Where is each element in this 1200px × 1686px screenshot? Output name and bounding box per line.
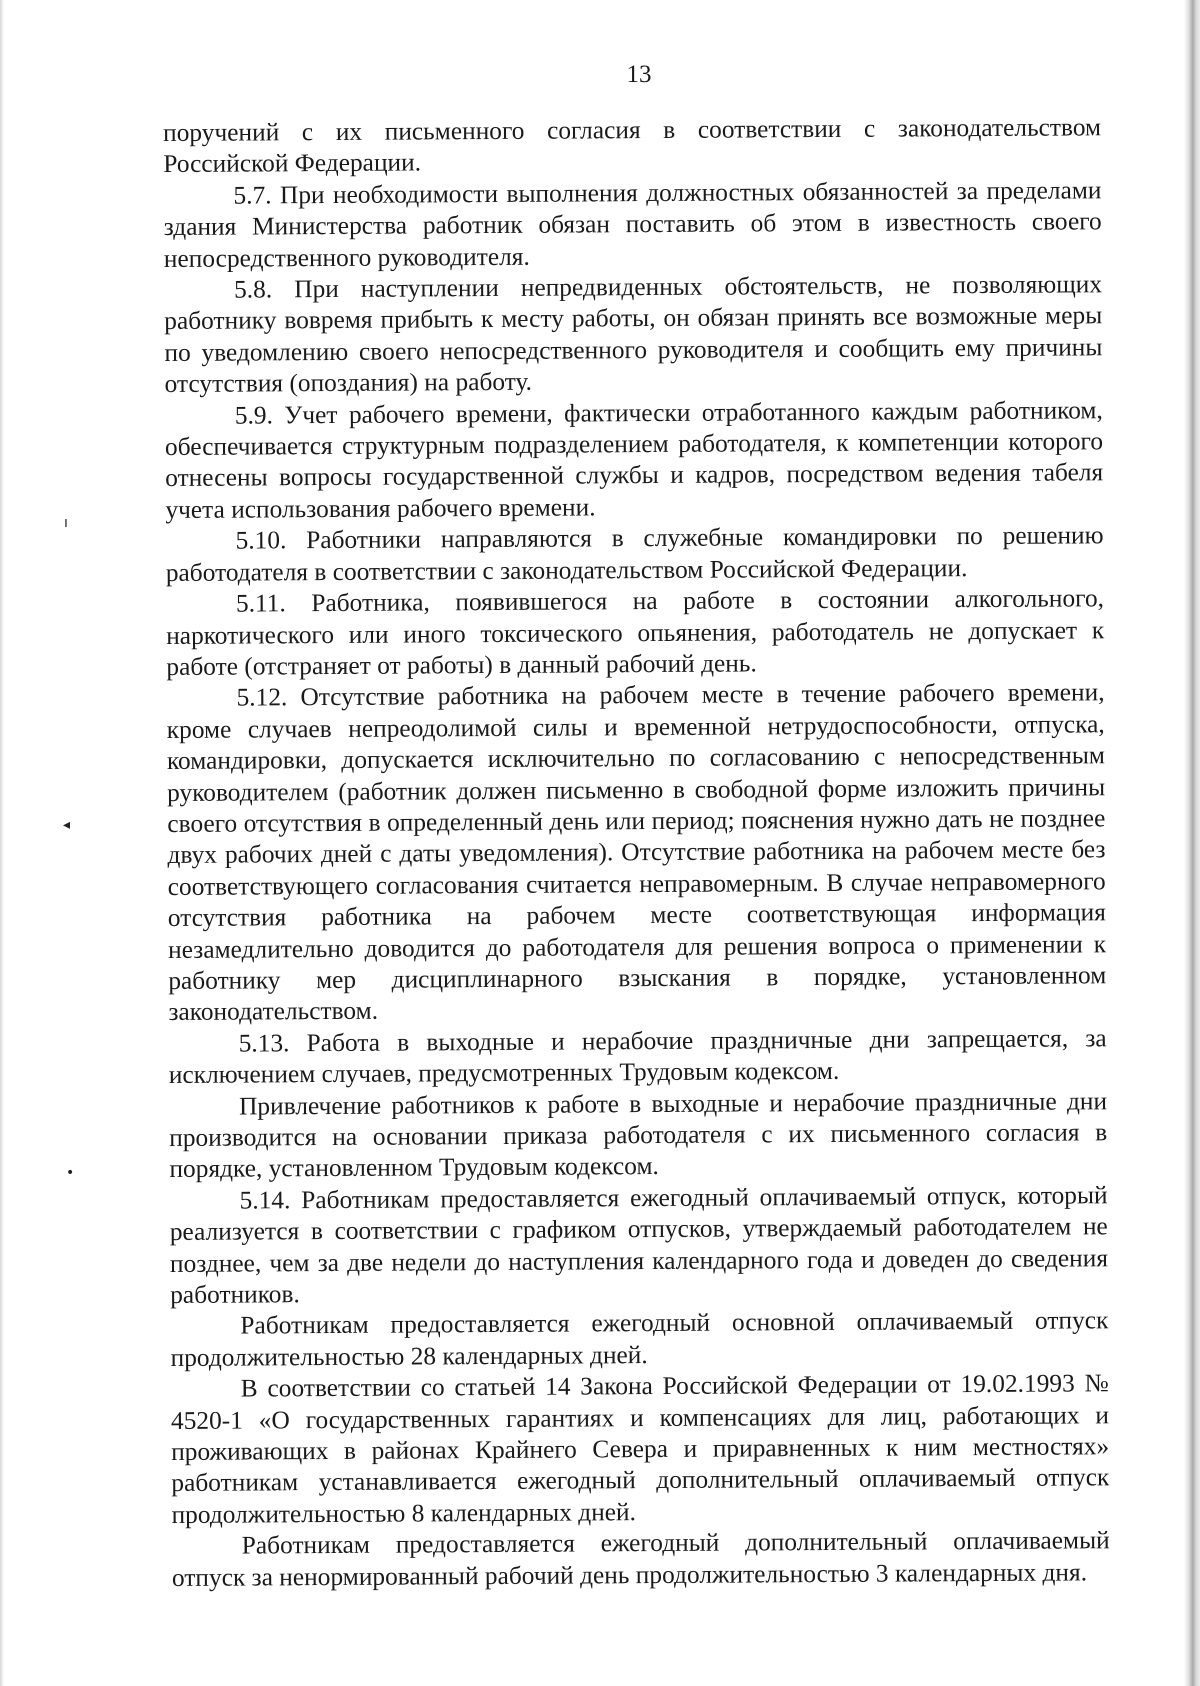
paragraph-basic-leave: Работникам предоставляется ежегодный основной оплачиваемый отпуск продолжительностью 28 календарных дней.	[170, 1306, 1109, 1372]
paragraph-5-13: 5.13. Работа в выходные и нерабочие праздничные дни запрещается, за исключением случаев, предусмотренных Трудовым кодексом.	[168, 1024, 1107, 1090]
paragraph-5-9: 5.9. Учет рабочего времени, фактически отработанного каждым работником, обеспечивается структурным подразделением работодателя, к компетенции которого отнесены вопросы государственной службы и кадров, посредством ведения табеля учета использования рабочего времени.	[164, 395, 1104, 524]
margin-mark: ◂	[63, 817, 71, 833]
margin-mark: •	[66, 1165, 75, 1181]
scan-edge-right	[1184, 0, 1200, 1686]
paragraph-5-12: 5.12. Отсутствие работника на рабочем месте в течение рабочего времени, кроме случаев непреодолимой силы и временной нетрудоспособности, отпуска, командировки, допускается исключительно по согласованию с непосредственным руководителем (работник должен письменно в свободной форме изложить причины своего отсутствия в определенный день или период; пояснения нужно дать не позднее двух рабочих дней с даты уведомления). Отсутствие работника на рабочем месте без соответствующего согласования считается неправомерным. В случае неправомерного отсутствия работника на рабочем месте соответствующая информация незамедлительно доводится до работодателя для решения вопроса о применении к работнику мер дисциплинарного взыскания в порядке, установленном законодательством.	[166, 678, 1107, 1027]
paragraph-continuation: поручений с их письменного согласия в соответствии с законодательством Российской Федерации.	[163, 113, 1102, 179]
paragraph-5-8: 5.8. При наступлении непредвиденных обстоятельств, не позволяющих работнику вовремя прибыть к месту работы, он обязан принять все возможные меры по уведомлению своего непосредственного руководителя и сообщить ему причины отсутствия (опоздания) на работу.	[164, 270, 1103, 399]
page-number: 13	[626, 61, 652, 88]
scan-edge-left	[0, 0, 4, 1686]
paragraph-north-leave: В соответствии со статьей 14 Закона Российской Федерации от 19.02.1993 № 4520-1 «О государственных гарантиях и компенсациях для лиц, работающих и проживающих в районах Крайнего Севера и приравненных к ним местностях» работникам устанавливается ежегодный дополнительный оплачиваемый отпуск продолжительностью 8 календарных дней.	[170, 1369, 1110, 1529]
margin-mark: ı	[64, 515, 68, 531]
paragraph-5-14: 5.14. Работникам предоставляется ежегодный оплачиваемый отпуск, который реализуется в соответствии с графиком отпусков, утверждаемый работодателем не позднее, чем за две недели до наступления календарного года и доведен до сведения работников.	[169, 1181, 1109, 1310]
paragraph-5-11: 5.11. Работника, появившегося на работе в состоянии алкогольного, наркотического или иного токсического опьянения, работодатель не допускает к работе (отстраняет от работы) в данный рабочий день.	[166, 584, 1105, 681]
paragraph-5-10: 5.10. Работники направляются в служебные командировки по решению работодателя в соответствии с законодательством Российской Федерации.	[165, 521, 1104, 587]
document-body	[163, 112, 1110, 1594]
paragraph-5-7: 5.7. При необходимости выполнения должностных обязанностей за пределами здания Министерства работник обязан поставить об этом в известность своего непосредственного руководителя.	[163, 176, 1102, 273]
paragraph-irregular-day-leave: Работникам предоставляется ежегодный дополнительный оплачиваемый отпуск за ненормированный рабочий день продолжительностью 3 календарных дня.	[171, 1526, 1110, 1592]
paragraph-weekend-work: Привлечение работников к работе в выходные и нерабочие праздничные дни производится на основании приказа работодателя с их письменного согласия в порядке, установленном Трудовым кодексом.	[169, 1086, 1108, 1184]
